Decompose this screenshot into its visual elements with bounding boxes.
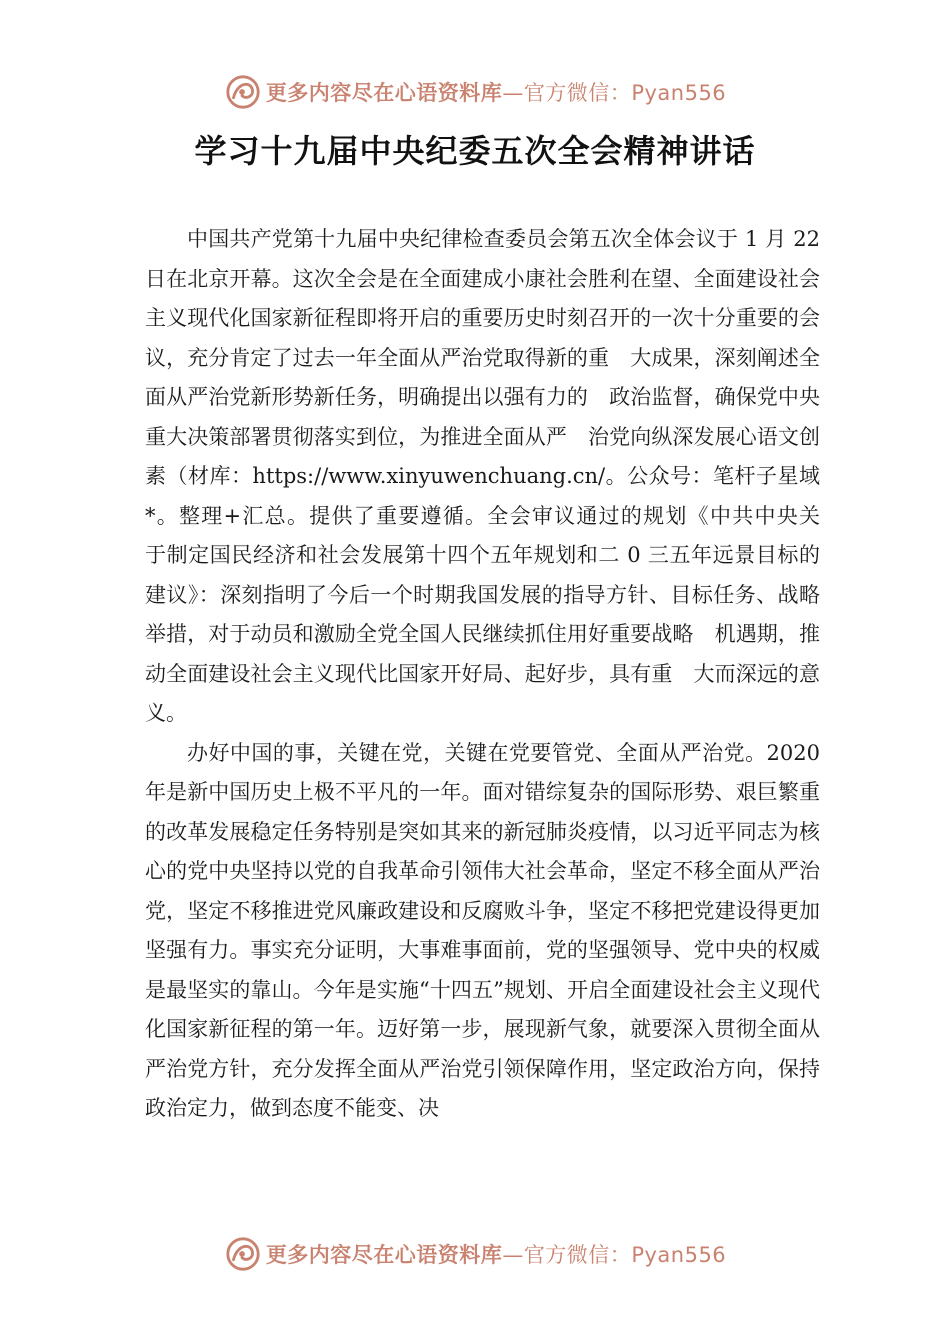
banner-slogan: 更多内容尽在心语资料库 (265, 1243, 503, 1267)
document-title: 学习十九届中央纪委五次全会精神讲话 (194, 132, 756, 170)
banner-wechat-id: Pyan556 (631, 81, 727, 105)
banner-wechat-label: 官方微信： (523, 1243, 632, 1267)
document-body (145, 220, 841, 1129)
banner-slogan: 更多内容尽在心语资料库 (265, 81, 503, 105)
header-banner (0, 70, 950, 114)
footer-banner (0, 1232, 950, 1276)
banner-text (266, 77, 726, 107)
paragraph-2: 办好中国的事，关键在党，关键在党要管党、全面从严治党。2020 年是新中国历史上极不平凡的一年。面对错综复杂的国际形势、艰巨繁重的改革发展稳定任务特别是突如其来的新冠肺炎疫情，以习近平同志为核心的党中央坚持以党的自我革命引领伟大社会革命，坚定不移全面从严治党，坚定不移推进党风廉政建设和反腐败斗争，坚定不移把党建设得更加坚强有力。事实充分证明，大事难事面前，党的坚强领导、党中央的权威是最坚实的靠山。今年是实施“十四五”规划、开启全面建设社会主义现代化国家新征程的第一年。迈好第一步，展现新气象，就要深入贯彻全面从严治党方针，充分发挥全面从严治党引领保障作用，坚定政治方向，保持政治定力，做到态度不能变、决 (145, 740, 820, 1120)
banner-text (266, 1239, 726, 1269)
swirl-logo-icon (224, 73, 262, 111)
banner-separator: — (502, 81, 524, 105)
banner-wechat-id: Pyan556 (631, 1243, 727, 1267)
banner-separator: — (502, 1243, 524, 1267)
swirl-logo-icon (224, 1235, 262, 1273)
paragraph-1: 中国共产党第十九届中央纪律检查委员会第五次全体会议于 1 月 22 日在北京开幕。这次全会是在全面建成小康社会胜利在望、全面建设社会主义现代化国家新征程即将开启的重要历史时刻召开的一次十分重要的会议，充分肯定了过去一年全面从严治党取得新的重 大成果，深刻阐述全面从严治党新形势新任务，明确提出以强有力的 政治监督，确保党中央重大决策部署贯彻落实到位，为推进全面从严 治党向纵深发展心语文创素（材库：https://www.xinyuwenchuang.cn/。公众号：笔杆子星域*。整理+汇总。提供了重要遵循。全会审议通过的规划《中共中央关 于制定国民经济和社会发展第十四个五年规划和二 0 三五年远景目标的建议》：深刻指明了今后一个时期我国发展的指导方针、目标任务、战略举措，对于动员和激励全党全国人民继续抓住用好重要战略 机遇期，推动全面建设社会主义现代比国家开好局、起好步，具有重 大而深远的意义。 (145, 227, 841, 725)
banner-wechat-label: 官方微信： (523, 81, 632, 105)
